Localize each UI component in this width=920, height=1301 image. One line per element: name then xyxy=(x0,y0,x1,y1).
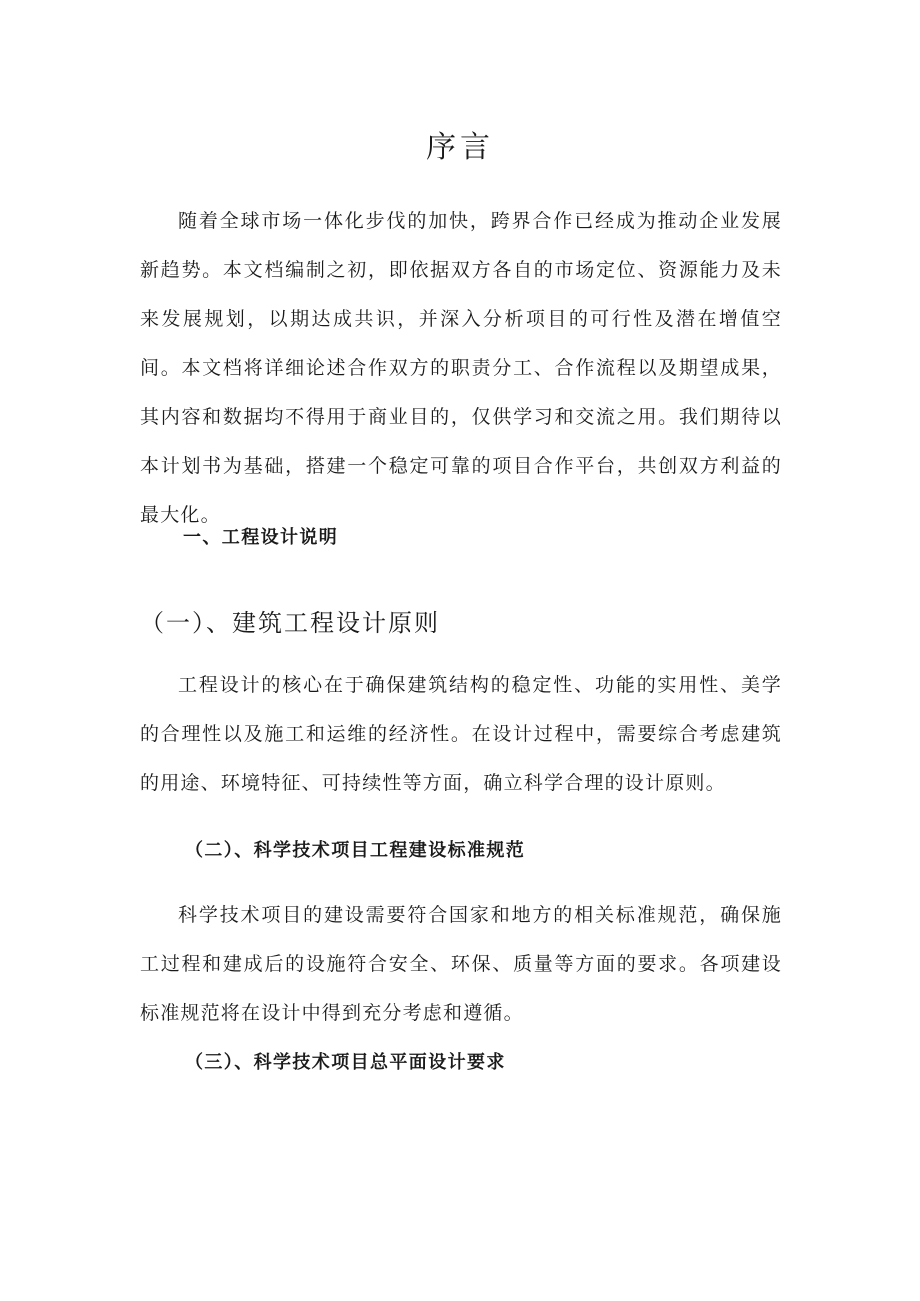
subsection-heading-standards: （二）、科学技术项目工程建设标准规范 xyxy=(185,840,526,861)
section-heading-engineering-design: 一、工程设计说明 xyxy=(183,527,339,548)
subsection-heading-site-plan: （三）、科学技术项目总平面设计要求 xyxy=(185,1052,506,1073)
preface-paragraph: 随着全球市场一体化步伐的加快，跨界合作已经成为推动企业发展新趋势。本文档编制之初，即依据双方各自的市场定位、资源能力及未来发展规划，以期达成共识，并深入分析项目的可行性及潜在增值空间。本文档将详细论述合作双方的职责分工、合作流程以及期望成果，其内容和数据均不得用于商业目的，仅供学习和交流之用。我们期待以本计划书为基础，搭建一个稳定可靠的项目合作平台，共创双方利益的最大化。 xyxy=(140,210,782,526)
document-title: 序言 xyxy=(426,130,494,165)
subsection-heading-design-principles: （一）、建筑工程设计原则 xyxy=(140,609,440,637)
standards-paragraph: 科学技术项目的建设需要符合国家和地方的相关标准规范，确保施工过程和建成后的设施符合安全、环保、质量等方面的要求。各项建设标准规范将在设计中得到充分考虑和遵循。 xyxy=(140,904,782,1024)
design-principles-paragraph: 工程设计的核心在于确保建筑结构的稳定性、功能的实用性、美学的合理性以及施工和运维的经济性。在设计过程中，需要综合考虑建筑的用途、环境特征、可持续性等方面，确立科学合理的设计原则。 xyxy=(140,674,782,794)
